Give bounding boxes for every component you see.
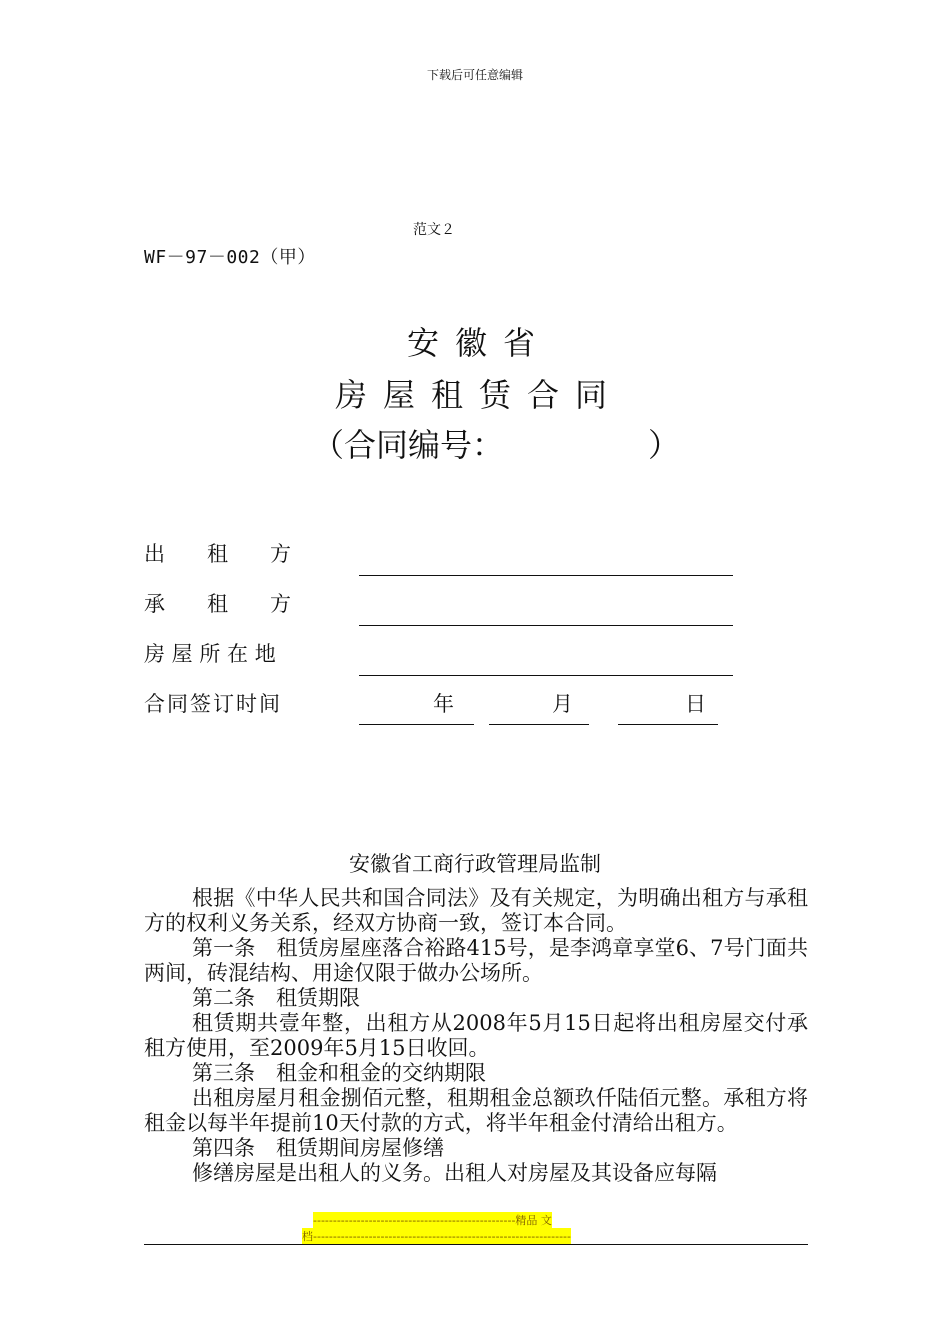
signing-time-label: 合同签订时间 bbox=[144, 692, 282, 716]
form-code: WF－97－002（甲） bbox=[144, 247, 316, 268]
article-3-text: 出租房屋月租金捌佰元整，租期租金总额玖仟陆佰元整。承租方将租金以每半年提前10天付款的方式，将半年租金付清给出租方。 bbox=[144, 1086, 808, 1135]
article-1: 第一条 租赁房屋座落合裕路415号，是李鸿章享堂6、7号门面共两间，砖混结构、用途仅限于做办公场所。 bbox=[144, 936, 808, 985]
location-label: 房 屋 所 在 地 bbox=[144, 642, 276, 666]
footer-watermark-line2: 档----------------------------------------------------------------- bbox=[302, 1230, 572, 1243]
supervising-agency: 安徽省工商行政管理局监制 bbox=[349, 852, 601, 876]
title-province: 安徽省 bbox=[406, 324, 551, 362]
intro-paragraph: 根据《中华人民共和国合同法》及有关规定，为明确出租方与承租方的权利义务关系，经双方协商一致，签订本合同。 bbox=[144, 886, 808, 935]
lessor-line bbox=[359, 575, 733, 576]
month-unit: 月 bbox=[552, 692, 573, 716]
contract-number-label: （合同编号： ） bbox=[312, 426, 681, 464]
lessee-label: 承 租 方 bbox=[144, 592, 291, 616]
article-3-heading: 第三条 租金和租金的交纳期限 bbox=[192, 1061, 486, 1085]
day-unit: 日 bbox=[685, 692, 706, 716]
header-note: 下载后可任意编辑 bbox=[426, 68, 523, 82]
sample-label: 范文２ bbox=[413, 222, 455, 238]
article-2-text: 租赁期共壹年整，出租方从2008年5月15日起将出租房屋交付承租方使用，至2009年5月15日收回。 bbox=[144, 1011, 808, 1060]
year-unit: 年 bbox=[433, 692, 454, 716]
month-line bbox=[489, 724, 589, 725]
day-line bbox=[618, 724, 718, 725]
location-line bbox=[359, 675, 733, 676]
lessor-label: 出 租 方 bbox=[144, 542, 291, 566]
title-contract: 房屋租赁合同 bbox=[334, 376, 623, 414]
contract-body bbox=[144, 886, 808, 1186]
footer-rule bbox=[144, 1244, 808, 1245]
article-4-text: 修缮房屋是出租人的义务。出租人对房屋及其设备应每隔 bbox=[192, 1161, 717, 1185]
footer-watermark-line1: ---------------------------------------------------精品 文 bbox=[313, 1214, 552, 1227]
article-4-heading: 第四条 租赁期间房屋修缮 bbox=[192, 1136, 444, 1160]
article-2-heading: 第二条 租赁期限 bbox=[192, 986, 360, 1010]
year-line bbox=[359, 724, 474, 725]
lessee-line bbox=[359, 625, 733, 626]
